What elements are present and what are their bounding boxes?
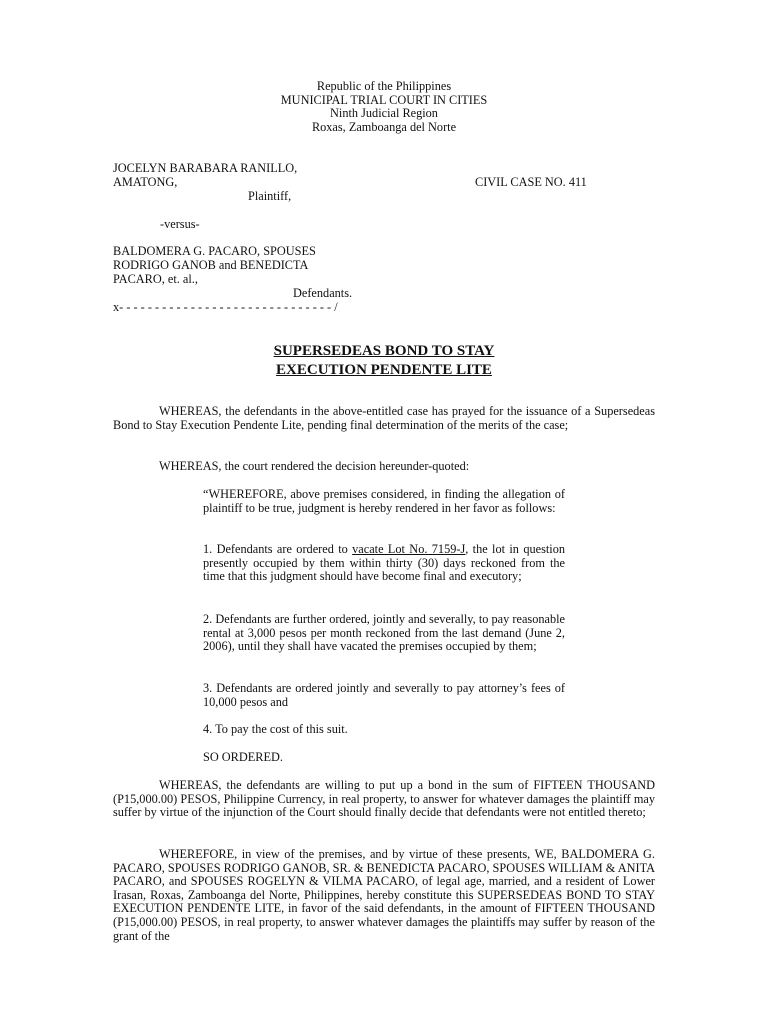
header-line-region: Ninth Judicial Region xyxy=(330,106,438,121)
paragraph-whereas-prayer: WHEREAS, the defendants in the above-entitled case has prayed for the issuance of a Supersedeas Bond to Stay Execution Pendente Lite, pending final determination of the merits of the case; xyxy=(113,404,655,432)
defendant-role: Defendants. xyxy=(293,286,353,300)
quote-item-2: 2. Defendants are further ordered, jointly and severally, to pay reasonable rental at 3,000 pesos per month reckoned from the last demand (June 2, 2006), until they shall have vacated the premises occupied by them; xyxy=(203,612,565,654)
title-line2: EXECUTION PENDENTE LITE xyxy=(276,362,492,378)
document-title xyxy=(0,342,768,380)
quote-item-1-underlined: vacate Lot No. 7159-J xyxy=(352,542,466,556)
quote-item-3: 3. Defendants are ordered jointly and severally to pay attorney’s fees of 10,000 pesos and xyxy=(203,681,565,709)
quote-wherefore: “WHEREFORE, above premises considered, in finding the allegation of plaintiff to be true, judgment is hereby rendered in her favor as follows: xyxy=(203,487,565,515)
plaintiff-name-line1: JOCELYN BARABARA RANILLO, xyxy=(113,161,298,175)
quote-item-1-text-a: 1. Defendants are ordered to xyxy=(203,542,353,556)
quote-item-4: 4. To pay the cost of this suit. xyxy=(203,722,348,736)
caption-separator: x- - - - - - - - - - - - - - - - - - - - - - - - - - - - - - / xyxy=(113,300,338,314)
paragraph-wherefore: WHEREFORE, in view of the premises, and by virtue of these presents, WE, BALDOMERA G. PACARO, SPOUSES RODRIGO GANOB, SR. & BENEDICTA PACARO, SPOUSES WILLIAM & ANITA PACARO, and SPOUSES ROGELYN & VILMA PACARO, of legal age, married, and a resident of Lower Irasan, Roxas, Zamboanga del Norte, Philippines, hereby constitute this SUPERSEDEAS BOND TO STAY EXECUTION PENDENTE LITE, in favor of the said defendants, in the amount of FIFTEEN THOUSAND (P15,000.00) PESOS, in real property, to answer whatever damages the plaintiffs may suffer by reason of the grant of the xyxy=(113,847,655,943)
plaintiff-name-line2: AMATONG, xyxy=(113,175,178,189)
plaintiff-role: Plaintiff, xyxy=(248,189,292,203)
quote-so-ordered: SO ORDERED. xyxy=(203,750,283,764)
case-number: CIVIL CASE NO. 411 xyxy=(475,175,587,189)
quote-item-1 xyxy=(203,543,565,584)
defendant-name-line1: BALDOMERA G. PACARO, SPOUSES xyxy=(113,244,316,258)
defendant-name-line3: PACARO, et. al., xyxy=(113,272,198,286)
court-header xyxy=(0,80,768,134)
paragraph-whereas-decision: WHEREAS, the court rendered the decision hereunder-quoted: xyxy=(159,459,470,473)
paragraph-whereas-bond: WHEREAS, the defendants are willing to put up a bond in the sum of FIFTEEN THOUSAND (P15,000.00) PESOS, Philippine Currency, in real property, to answer for whatever damages the plaintiff may suffer by virtue of the injunction of the Court should finally decide that defendants were not entitled thereto; xyxy=(113,778,655,820)
versus-label: -versus- xyxy=(160,217,200,231)
quote-item-1-text-b: , the lot in question presently occupied by them within thirty (30) days reckoned from the time that this judgment should have become final and executory; xyxy=(203,542,565,584)
header-line-location: Roxas, Zamboanga del Norte xyxy=(311,119,457,134)
defendant-name-line2: RODRIGO GANOB and BENEDICTA xyxy=(113,258,309,272)
title-line1: SUPERSEDEAS BOND TO STAY xyxy=(273,343,495,359)
header-line-republic: Republic of the Philippines xyxy=(316,79,452,93)
header-line-court: MUNICIPAL TRIAL COURT IN CITIES xyxy=(280,92,488,107)
